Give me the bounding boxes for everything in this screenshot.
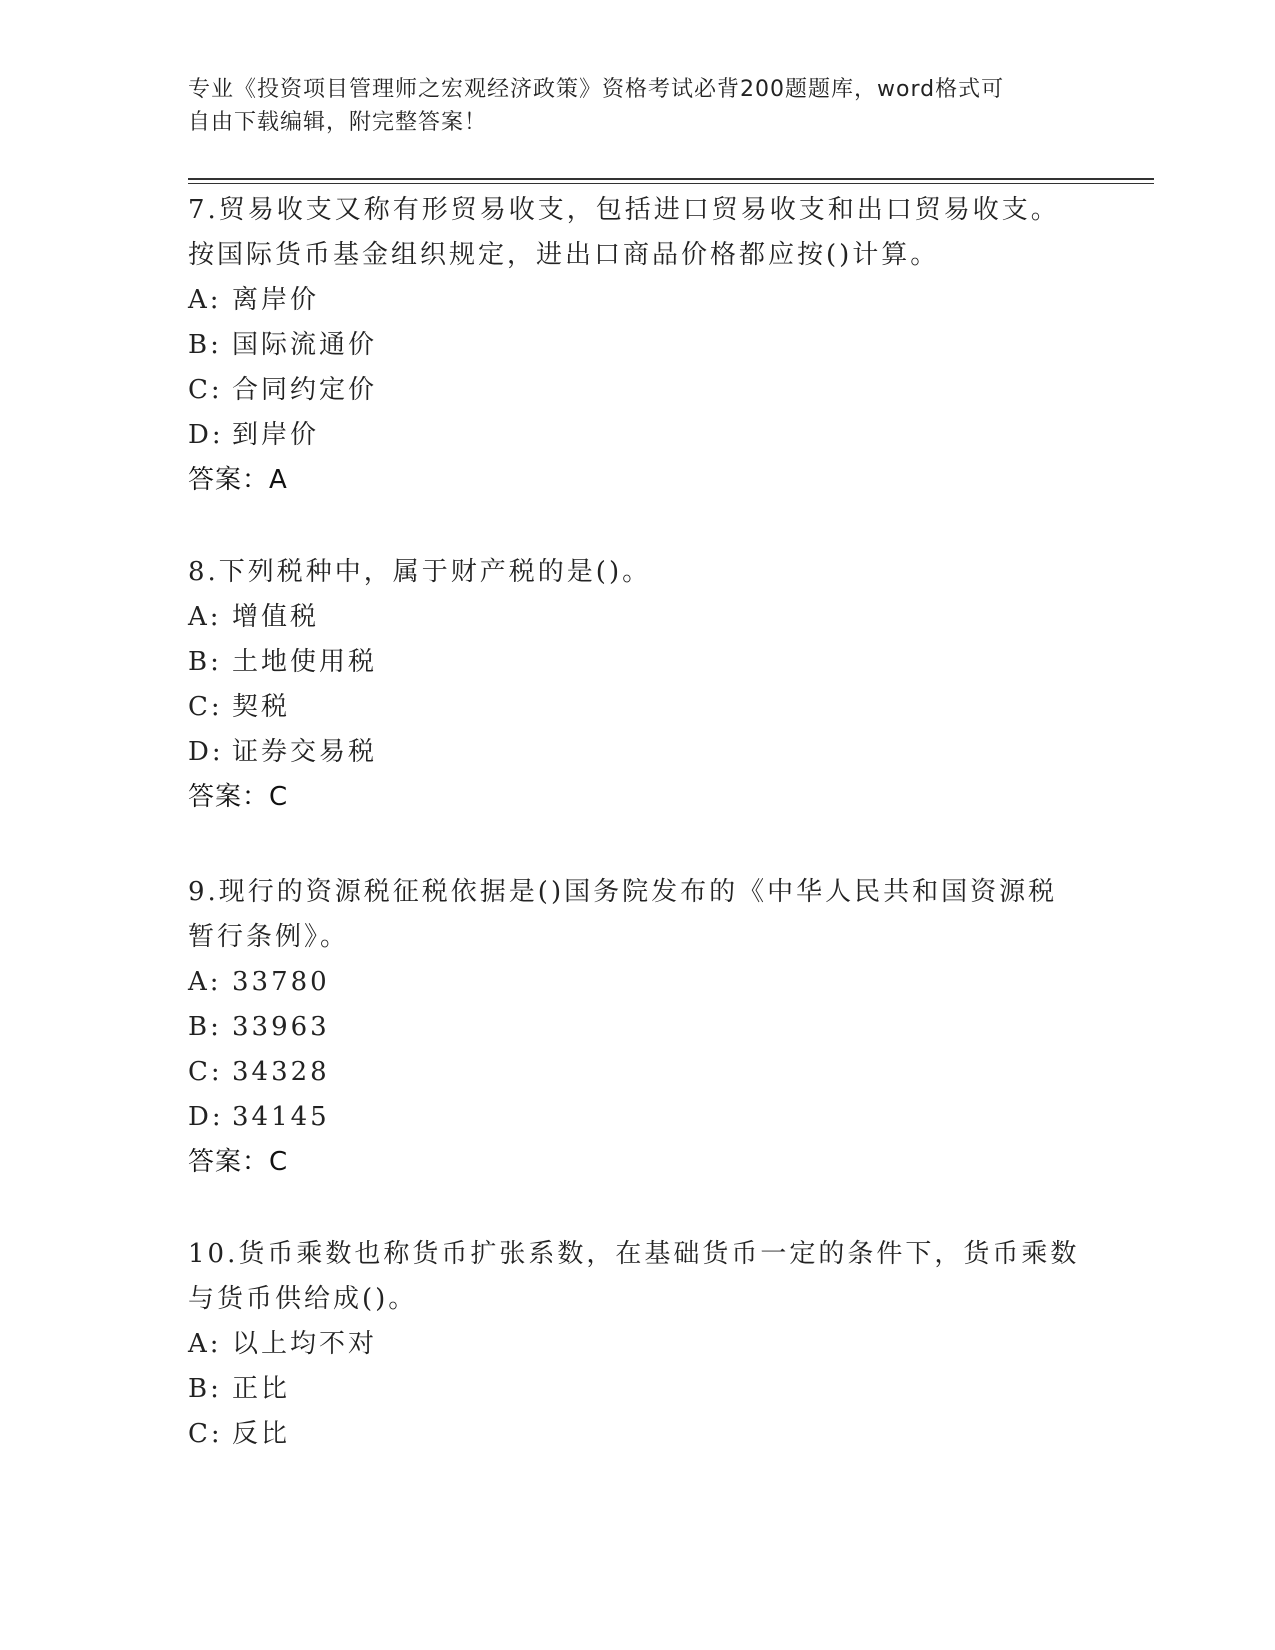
option-letter: B:	[188, 647, 222, 677]
option-text: 33963	[232, 1012, 330, 1042]
option-letter: C:	[188, 1057, 223, 1087]
option-text: 到岸价	[232, 420, 320, 450]
option-text: 离岸价	[232, 285, 320, 315]
option-text: 合同约定价	[232, 375, 378, 405]
question-7	[188, 188, 1088, 503]
option-letter: B:	[188, 1374, 222, 1404]
option-text: 正比	[232, 1374, 291, 1404]
question-stem-line-2: 按国际货币基金组织规定，进出口商品价格都应按()计算。	[188, 240, 940, 270]
option-letter: A:	[188, 967, 222, 997]
option-letter: D:	[188, 1102, 224, 1132]
option-d	[188, 1095, 1088, 1140]
option-text: 34328	[232, 1057, 330, 1087]
option-letter: D:	[188, 420, 224, 450]
question-stem-line-1: 8.下列税种中，属于财产税的是()。	[188, 557, 652, 587]
option-text: 增值税	[232, 602, 320, 632]
option-c	[188, 685, 1088, 730]
question-stem-line-2: 暂行条例》。	[188, 922, 350, 952]
option-a	[188, 278, 1088, 323]
option-letter: A:	[188, 602, 222, 632]
option-letter: C:	[188, 1419, 223, 1449]
question-stem-line-2: 与货币供给成()。	[188, 1284, 418, 1314]
question-stem-line-1: 10.货币乘数也称货币扩张系数，在基础货币一定的条件下，货币乘数	[188, 1239, 1080, 1269]
option-b	[188, 640, 1088, 685]
option-b	[188, 323, 1088, 368]
question-9	[188, 870, 1088, 1185]
option-text: 契税	[232, 692, 291, 722]
question-stem-line-1: 9.现行的资源税征税依据是()国务院发布的《中华人民共和国资源税	[188, 877, 1058, 907]
header-divider-thin	[188, 183, 1154, 184]
option-text: 证券交易税	[232, 737, 378, 767]
question-stem-line-1: 7.贸易收支又称有形贸易收支，包括进口贸易收支和出口贸易收支。	[188, 195, 1060, 225]
option-text: 34145	[232, 1102, 330, 1132]
option-letter: A:	[188, 285, 222, 315]
option-text: 以上均不对	[232, 1329, 378, 1359]
header-line-1: 专业《投资项目管理师之宏观经济政策》资格考试必背200题题库，word格式可	[188, 77, 1005, 102]
option-c	[188, 1050, 1088, 1095]
option-d	[188, 730, 1088, 775]
option-letter: C:	[188, 692, 223, 722]
answer-line: 答案：C	[188, 1147, 289, 1177]
option-a	[188, 960, 1088, 1005]
option-d	[188, 413, 1088, 458]
question-8	[188, 550, 1088, 820]
answer-line: 答案：A	[188, 465, 288, 495]
option-letter: C:	[188, 375, 223, 405]
option-b	[188, 1005, 1088, 1050]
option-b	[188, 1367, 1088, 1412]
question-10	[188, 1232, 1088, 1457]
option-text: 反比	[232, 1419, 291, 1449]
option-letter: A:	[188, 1329, 222, 1359]
document-header	[188, 73, 1068, 139]
option-a	[188, 595, 1088, 640]
option-letter: B:	[188, 330, 222, 360]
option-c	[188, 368, 1088, 413]
option-text: 国际流通价	[232, 330, 378, 360]
header-line-2: 自由下载编辑，附完整答案！	[188, 110, 488, 135]
answer-line: 答案：C	[188, 782, 289, 812]
option-letter: B:	[188, 1012, 222, 1042]
option-text: 土地使用税	[232, 647, 378, 677]
option-letter: D:	[188, 737, 224, 767]
header-divider-thick	[188, 178, 1154, 180]
option-c	[188, 1412, 1088, 1457]
option-text: 33780	[232, 967, 330, 997]
option-a	[188, 1322, 1088, 1367]
